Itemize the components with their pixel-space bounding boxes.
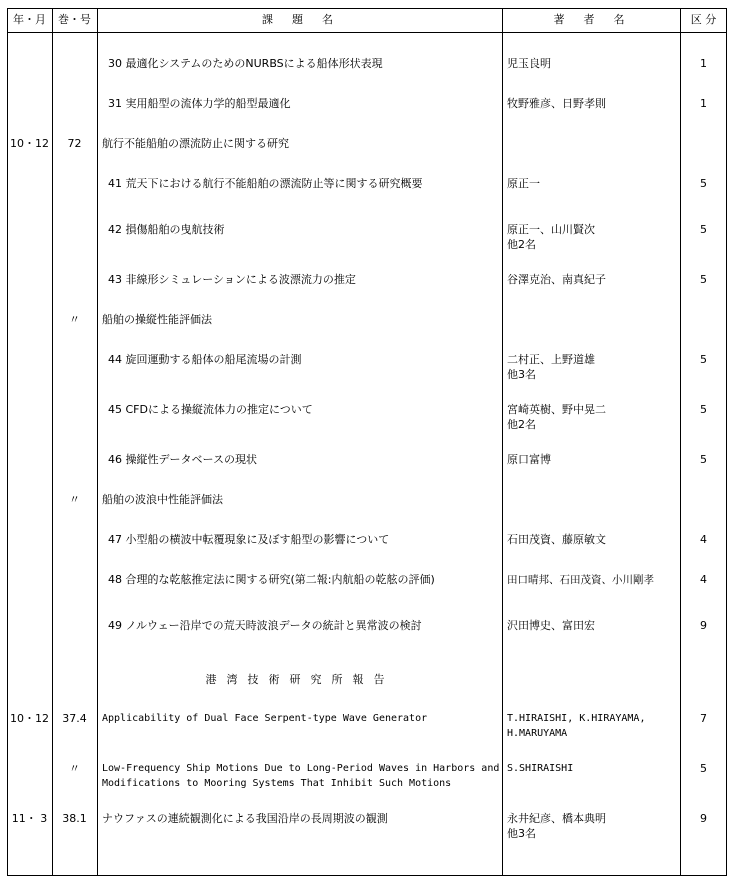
series-title: 航行不能船舶の漂流防止に関する研究 xyxy=(102,137,289,150)
paper-author: 永井紀彦、橋本典明 xyxy=(507,812,606,825)
paper-author: 原正一 xyxy=(507,177,540,190)
paper-author: 谷澤克治、南真紀子 xyxy=(507,273,606,286)
column-divider xyxy=(502,8,503,876)
paper-author-others: 他3名 xyxy=(507,827,536,840)
paper-author-others: 他2名 xyxy=(507,418,536,431)
issue-volume: 〃 xyxy=(69,313,80,326)
paper-author: 牧野雅彦、日野孝則 xyxy=(507,97,606,110)
paper-category: 5 xyxy=(700,177,707,190)
header-divider xyxy=(7,32,727,33)
paper-title: 44 旋回運動する船体の船尾流場の計測 xyxy=(108,353,302,366)
paper-author: 二村正、上野道雄 xyxy=(507,353,595,366)
paper-title: ナウファスの連続観測化による我国沿岸の長周期波の観測 xyxy=(102,812,388,825)
paper-category: 5 xyxy=(700,273,707,286)
issue-date: 11・ 3 xyxy=(11,812,48,825)
column-divider xyxy=(680,8,681,876)
header-volume: 巻・号 xyxy=(58,13,91,26)
paper-title: Low-Frequency Ship Motions Due to Long-Period Waves in Harbors and xyxy=(102,763,500,774)
section-heading: 港湾技術研究所報告 xyxy=(205,673,395,686)
paper-author: 石田茂資、藤原敏文 xyxy=(507,533,606,546)
paper-author: 児玉良明 xyxy=(507,57,551,70)
paper-category: 5 xyxy=(700,762,707,775)
paper-title: 45 CFDによる操縦流体力の推定について xyxy=(108,403,313,416)
paper-author: 田口晴邦、石田茂資、小川剛孝 xyxy=(507,574,654,586)
issue-volume: 〃 xyxy=(69,762,80,775)
paper-category: 9 xyxy=(700,619,707,632)
header-author: 著 者 名 xyxy=(553,13,629,26)
paper-author: T.HIRAISHI, K.HIRAYAMA, xyxy=(507,713,646,724)
issue-volume: 37.4 xyxy=(62,712,87,725)
paper-title: 48 合理的な乾舷推定法に関する研究(第二報:内航船の乾舷の評価) xyxy=(108,573,435,586)
paper-author: 沢田博史、富田宏 xyxy=(507,619,595,632)
paper-title: 41 荒天下における航行不能船舶の漂流防止等に関する研究概要 xyxy=(108,177,423,190)
column-divider xyxy=(97,8,98,876)
paper-category: 5 xyxy=(700,353,707,366)
issue-date: 10・12 xyxy=(10,137,49,150)
paper-category: 5 xyxy=(700,223,707,236)
paper-category: 4 xyxy=(700,533,707,546)
paper-title: Applicability of Dual Face Serpent-type Wave Generator xyxy=(102,713,428,724)
paper-title: 31 実用船型の流体力学的船型最適化 xyxy=(108,97,291,110)
paper-author-others: 他3名 xyxy=(507,368,536,381)
issue-date: 10・12 xyxy=(10,712,49,725)
paper-category: 1 xyxy=(700,57,707,70)
paper-author: S.SHIRAISHI xyxy=(507,763,574,774)
header-title: 課 題 名 xyxy=(262,13,337,26)
header-category: 区 分 xyxy=(690,13,717,26)
paper-author: 原口富博 xyxy=(507,453,551,466)
paper-author: 宮崎英樹、野中晃二 xyxy=(507,403,606,416)
paper-title: 42 損傷船舶の曳航技術 xyxy=(108,223,225,236)
paper-category: 5 xyxy=(700,403,707,416)
paper-author: 原正一、山川賢次 xyxy=(507,223,595,236)
series-title: 船舶の操縦性能評価法 xyxy=(102,313,212,326)
header-date: 年・月 xyxy=(13,13,46,26)
paper-author-others: 他2名 xyxy=(507,238,536,251)
paper-category: 5 xyxy=(700,453,707,466)
issue-volume: 38.1 xyxy=(62,812,87,825)
paper-category: 9 xyxy=(700,812,707,825)
paper-title: 49 ノルウェー沿岸での荒天時波浪データの統計と異常波の検討 xyxy=(108,619,422,632)
series-title: 船舶の波浪中性能評価法 xyxy=(102,493,223,506)
issue-volume: 72 xyxy=(67,137,82,150)
paper-title: 30 最適化システムのためのNURBSによる船体形状表現 xyxy=(108,57,383,70)
paper-title: 43 非線形シミュレーションによる波漂流力の推定 xyxy=(108,273,356,286)
paper-category: 1 xyxy=(700,97,707,110)
paper-title-continued: Modifications to Mooring Systems That Inhibit Such Motions xyxy=(102,778,452,789)
paper-category: 7 xyxy=(700,712,707,725)
paper-title: 47 小型船の横波中転覆現象に及ぼす船型の影響について xyxy=(108,533,390,546)
paper-title: 46 操縦性データベースの現状 xyxy=(108,453,257,466)
issue-volume: 〃 xyxy=(69,493,80,506)
paper-author-continued: H.MARUYAMA xyxy=(507,728,568,739)
paper-category: 4 xyxy=(700,573,707,586)
